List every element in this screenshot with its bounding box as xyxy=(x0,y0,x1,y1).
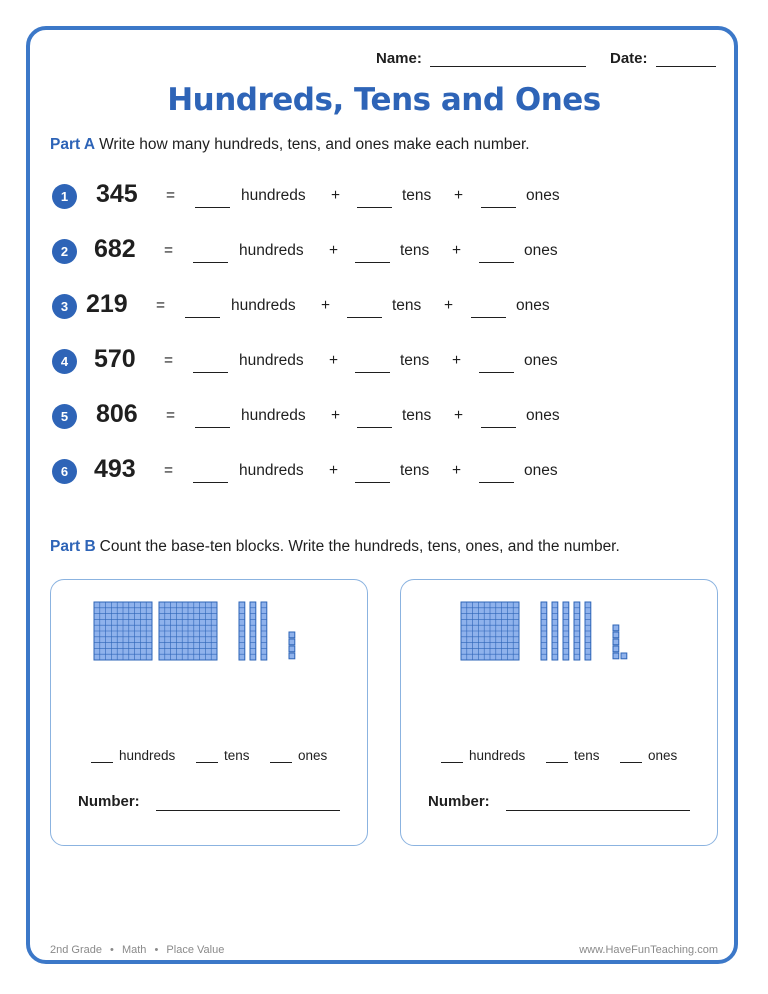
hundreds-blank[interactable] xyxy=(441,762,463,763)
problem-number-badge: 4 xyxy=(52,349,77,374)
hundreds-blank[interactable] xyxy=(193,482,228,483)
equals-sign: = xyxy=(164,242,174,259)
hundreds-label: hundreds xyxy=(239,242,304,259)
ones-cube xyxy=(621,653,627,659)
target-number: 345 xyxy=(96,180,138,208)
target-number: 682 xyxy=(94,235,136,263)
ones-label: ones xyxy=(298,748,328,763)
ones-cube xyxy=(289,646,295,652)
plus-sign: + xyxy=(329,242,339,259)
problem-number-badge: 5 xyxy=(52,404,77,429)
hundreds-blank[interactable] xyxy=(195,207,230,208)
part-b-text: Count the base-ten blocks. Write the hundreds, tens, ones, and the number. xyxy=(99,538,620,555)
target-number: 493 xyxy=(94,455,136,483)
equals-sign: = xyxy=(156,297,166,314)
hundreds-label: hundreds xyxy=(119,748,176,763)
tens-label: tens xyxy=(402,187,432,204)
tens-blank[interactable] xyxy=(546,762,568,763)
ones-blank[interactable] xyxy=(481,207,516,208)
ones-cube xyxy=(613,639,619,645)
part-a-label: Part A xyxy=(50,136,96,153)
footer-tags xyxy=(50,944,224,956)
number-blank[interactable] xyxy=(506,810,690,811)
ones-label: ones xyxy=(526,187,560,204)
number-label: Number: xyxy=(428,793,490,810)
part-b-label: Part B xyxy=(50,538,96,555)
tens-label: tens xyxy=(400,462,430,479)
tens-blank[interactable] xyxy=(355,262,390,263)
problem-row xyxy=(0,455,768,489)
tens-blank[interactable] xyxy=(357,427,392,428)
tens-label: tens xyxy=(400,352,430,369)
footer-bullet: • xyxy=(154,944,159,956)
hundreds-blank[interactable] xyxy=(195,427,230,428)
ones-label: ones xyxy=(526,407,560,424)
target-number: 806 xyxy=(96,400,138,428)
ones-cube xyxy=(289,653,295,659)
ones-label: ones xyxy=(648,748,678,763)
hundreds-label: hundreds xyxy=(239,352,304,369)
ones-blank[interactable] xyxy=(479,482,514,483)
ones-blank[interactable] xyxy=(479,262,514,263)
ones-cube xyxy=(613,646,619,652)
part-b-instruction xyxy=(50,538,620,556)
base-ten-blocks xyxy=(401,580,716,680)
name-label: Name: xyxy=(376,50,422,67)
ones-blank[interactable] xyxy=(471,317,506,318)
tens-label: tens xyxy=(574,748,600,763)
tens-label: tens xyxy=(392,297,422,314)
hundreds-blank[interactable] xyxy=(91,762,113,763)
ones-cube xyxy=(289,639,295,645)
plus-sign: + xyxy=(452,242,462,259)
tens-blank[interactable] xyxy=(355,482,390,483)
number-label: Number: xyxy=(78,793,140,810)
date-label: Date: xyxy=(610,50,648,67)
problem-number-badge: 6 xyxy=(52,459,77,484)
problem-number-badge: 3 xyxy=(52,294,77,319)
equals-sign: = xyxy=(164,462,174,479)
ones-cube xyxy=(613,653,619,659)
plus-sign: + xyxy=(454,187,464,204)
problem-row xyxy=(0,400,768,434)
hundreds-blank[interactable] xyxy=(193,262,228,263)
plus-sign: + xyxy=(444,297,454,314)
tens-blank[interactable] xyxy=(196,762,218,763)
ones-blank[interactable] xyxy=(479,372,514,373)
ones-cube xyxy=(613,632,619,638)
tens-label: tens xyxy=(402,407,432,424)
date-field[interactable] xyxy=(610,50,716,67)
ones-label: ones xyxy=(524,242,558,259)
hundreds-blank[interactable] xyxy=(193,372,228,373)
tens-blank[interactable] xyxy=(357,207,392,208)
plus-sign: + xyxy=(454,407,464,424)
ones-label: ones xyxy=(524,462,558,479)
part-a-text: Write how many hundreds, tens, and ones make each number. xyxy=(99,136,530,153)
part-a-instruction xyxy=(50,136,530,154)
plus-sign: + xyxy=(331,187,341,204)
equals-sign: = xyxy=(166,407,176,424)
ones-cube xyxy=(289,632,295,638)
target-number: 570 xyxy=(94,345,136,373)
footer-grade: 2nd Grade xyxy=(50,944,102,956)
hundreds-label: hundreds xyxy=(469,748,526,763)
base-ten-blocks xyxy=(51,580,366,680)
ones-blank[interactable] xyxy=(481,427,516,428)
hundreds-label: hundreds xyxy=(241,407,306,424)
ones-label: ones xyxy=(524,352,558,369)
footer-website[interactable]: www.HaveFunTeaching.com xyxy=(579,944,718,956)
hundreds-label: hundreds xyxy=(241,187,306,204)
equals-sign: = xyxy=(166,187,176,204)
problem-row xyxy=(0,345,768,379)
problem-row xyxy=(0,180,768,214)
tens-label: tens xyxy=(224,748,250,763)
tens-label: tens xyxy=(400,242,430,259)
footer-bullet: • xyxy=(110,944,114,956)
date-blank[interactable] xyxy=(656,66,716,67)
plus-sign: + xyxy=(329,352,339,369)
problem-number-badge: 1 xyxy=(52,184,77,209)
ones-cube xyxy=(613,625,619,631)
equals-sign: = xyxy=(164,352,174,369)
worksheet-title: Hundreds, Tens and Ones xyxy=(167,82,601,118)
plus-sign: + xyxy=(452,352,462,369)
block-box-1 xyxy=(50,579,368,846)
footer-subject: Math xyxy=(121,944,147,956)
name-field[interactable] xyxy=(376,50,586,67)
ones-label: ones xyxy=(516,297,550,314)
footer-topic: Place Value xyxy=(166,944,225,956)
ones-blank[interactable] xyxy=(620,762,642,763)
tens-blank[interactable] xyxy=(355,372,390,373)
plus-sign: + xyxy=(331,407,341,424)
hundreds-label: hundreds xyxy=(239,462,304,479)
target-number: 219 xyxy=(86,290,128,318)
number-blank[interactable] xyxy=(156,810,340,811)
plus-sign: + xyxy=(329,462,339,479)
tens-blank[interactable] xyxy=(347,317,382,318)
problem-row xyxy=(0,235,768,269)
hundreds-blank[interactable] xyxy=(185,317,220,318)
ones-blank[interactable] xyxy=(270,762,292,763)
problem-number-badge: 2 xyxy=(52,239,77,264)
name-blank[interactable] xyxy=(430,66,586,67)
problem-row xyxy=(0,290,768,324)
block-box-2 xyxy=(400,579,718,846)
plus-sign: + xyxy=(452,462,462,479)
plus-sign: + xyxy=(321,297,331,314)
hundreds-label: hundreds xyxy=(231,297,296,314)
